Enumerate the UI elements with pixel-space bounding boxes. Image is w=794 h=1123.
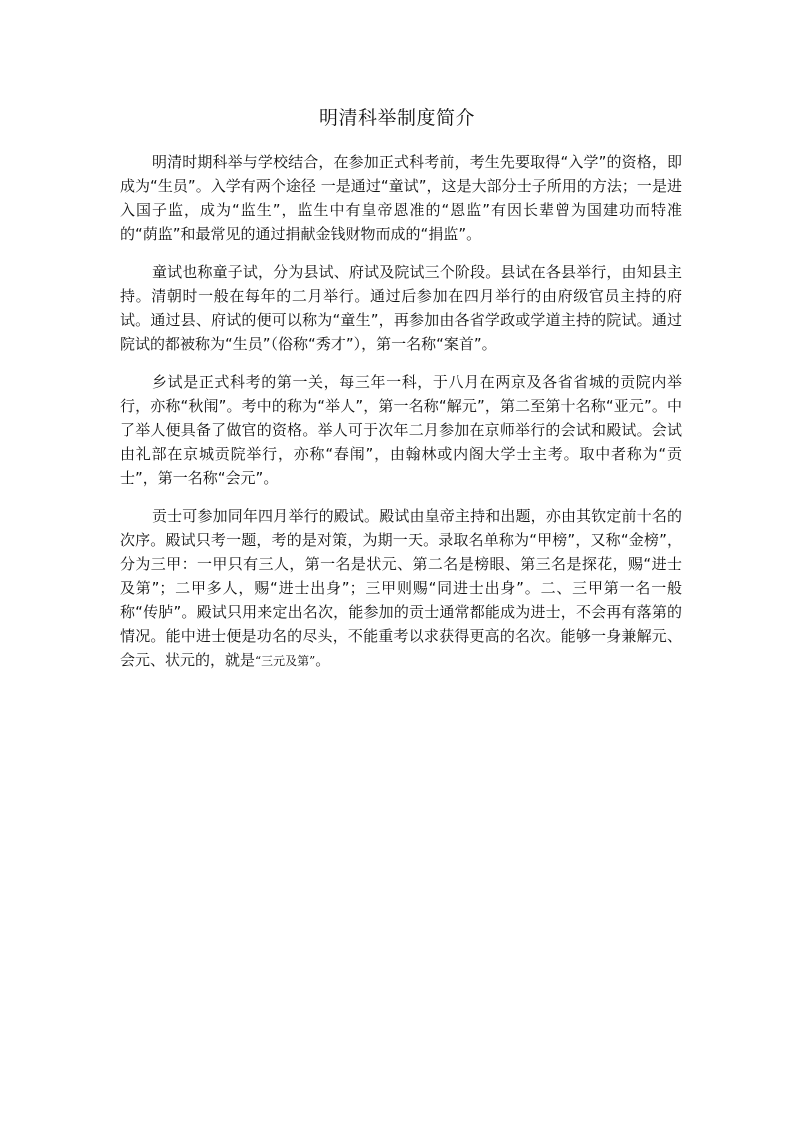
document-title: 明清科举制度简介 bbox=[318, 107, 475, 129]
paragraph-3: 乡试是正式科考的第一关，每三年一科，于八月在两京及各省省城的贡院内举行，亦称“秋闱”。考中的称为“举人”，第一名称“解元”，第二至第十名称“亚元”。中了举人便具备了做官的资格。举人可于次年二月参加在京师举行的会试和殿试。会试由礼部在京城贡院举行，亦称“春闱”，由翰林或内阁大学士主考。取中者称为“贡士”，第一名称“会元”。 bbox=[120, 373, 682, 487]
final-punctuation: 。 bbox=[315, 651, 331, 669]
document-body bbox=[120, 150, 682, 687]
paragraph-1: 明清时期科举与学校结合，在参加正式科考前，考生先要取得“入学”的资格，即成为“生员”。入学有两个途径 一是通过“童试”，这是大部分士子所用的方法；一是进入国子监，成为“监生”，监生中有皇帝恩准的“恩监”有因长辈曾为国建功而特准的“荫监”和最常见的通过捐献金钱财物而成的“捐监”。 bbox=[120, 153, 682, 243]
paragraph-4-text: 贡士可参加同年四月举行的殿试。殿试由皇帝主持和出题，亦由其钦定前十名的次序。殿试只考一题，考的是对策，为期一天。录取名单称为“甲榜”，又称“金榜”，分为三甲：一甲只有三人，第一名是状元、第二名是榜眼、第三名是探花，赐“进士及第”；二甲多人，赐“进士出身”；三甲则赐“同进士出身”。二、三甲第一名一般称“传胪”。殿试只用来定出名次，能参加的贡士通常都能成为进士，不会再有落第的情况。能中进士便是功名的尽头，不能重考以求获得更高的名次。能够一身兼解元、会元、状元的，就是 bbox=[120, 507, 682, 669]
paragraph-2: 童试也称童子试，分为县试、府试及院试三个阶段。县试在各县举行，由知县主持。清朝时一般在每年的二月举行。通过后参加在四月举行的由府级官员主持的府试。通过县、府试的便可以称为“童生”，再参加由各省学政或学道主持的院试。通过院试的都被称为“生员”（俗称“秀才”），第一名称“案首”。 bbox=[120, 263, 682, 353]
final-phrase: “三元及第” bbox=[255, 654, 316, 668]
paragraph-4 bbox=[120, 504, 682, 673]
